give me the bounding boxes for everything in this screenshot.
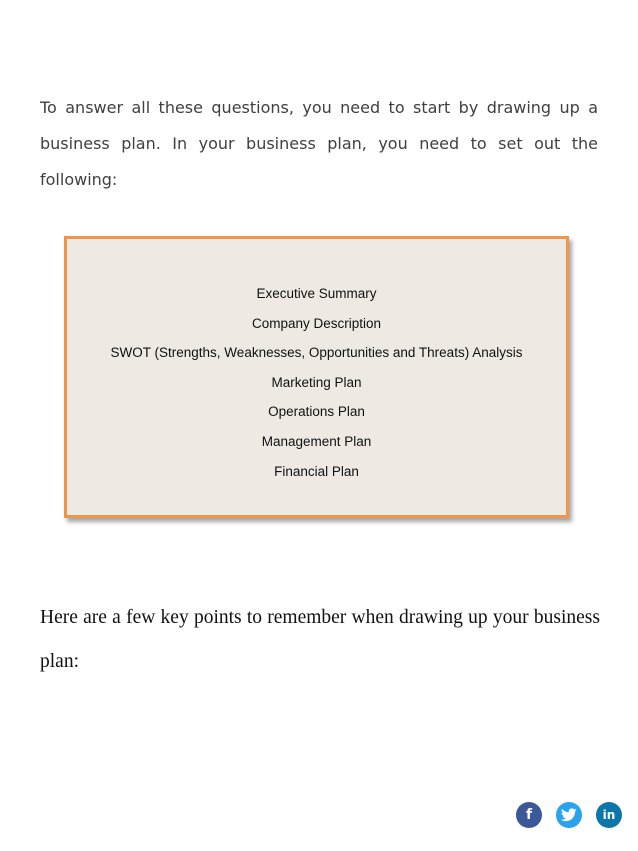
linkedin-share-button[interactable] <box>596 802 622 828</box>
list-item: Executive Summary <box>256 286 377 301</box>
list-item: Operations Plan <box>268 404 365 420</box>
linkedin-icon: in <box>602 808 616 822</box>
social-share-bar <box>516 802 622 828</box>
list-item: Company Description <box>251 315 382 331</box>
list-item: Management Plan <box>261 433 372 449</box>
twitter-icon <box>561 808 577 822</box>
key-points-heading: Here are a few key points to remember when drawing up your business plan: <box>40 607 600 672</box>
list-item: Marketing Plan <box>271 374 362 390</box>
list-item: Financial Plan <box>274 463 359 479</box>
business-plan-sections-box <box>64 236 569 518</box>
list-item: SWOT (Strengths, Weaknesses, Opportunities and Threats) Analysis <box>110 345 523 361</box>
facebook-share-button[interactable] <box>516 802 542 828</box>
facebook-icon: f <box>525 807 533 823</box>
twitter-share-button[interactable] <box>556 802 582 828</box>
intro-paragraph: To answer all these questions, you need to start by drawing up a business plan. In your business plan, you need to set out the following: <box>40 98 598 189</box>
business-plan-sections-list <box>67 279 566 486</box>
